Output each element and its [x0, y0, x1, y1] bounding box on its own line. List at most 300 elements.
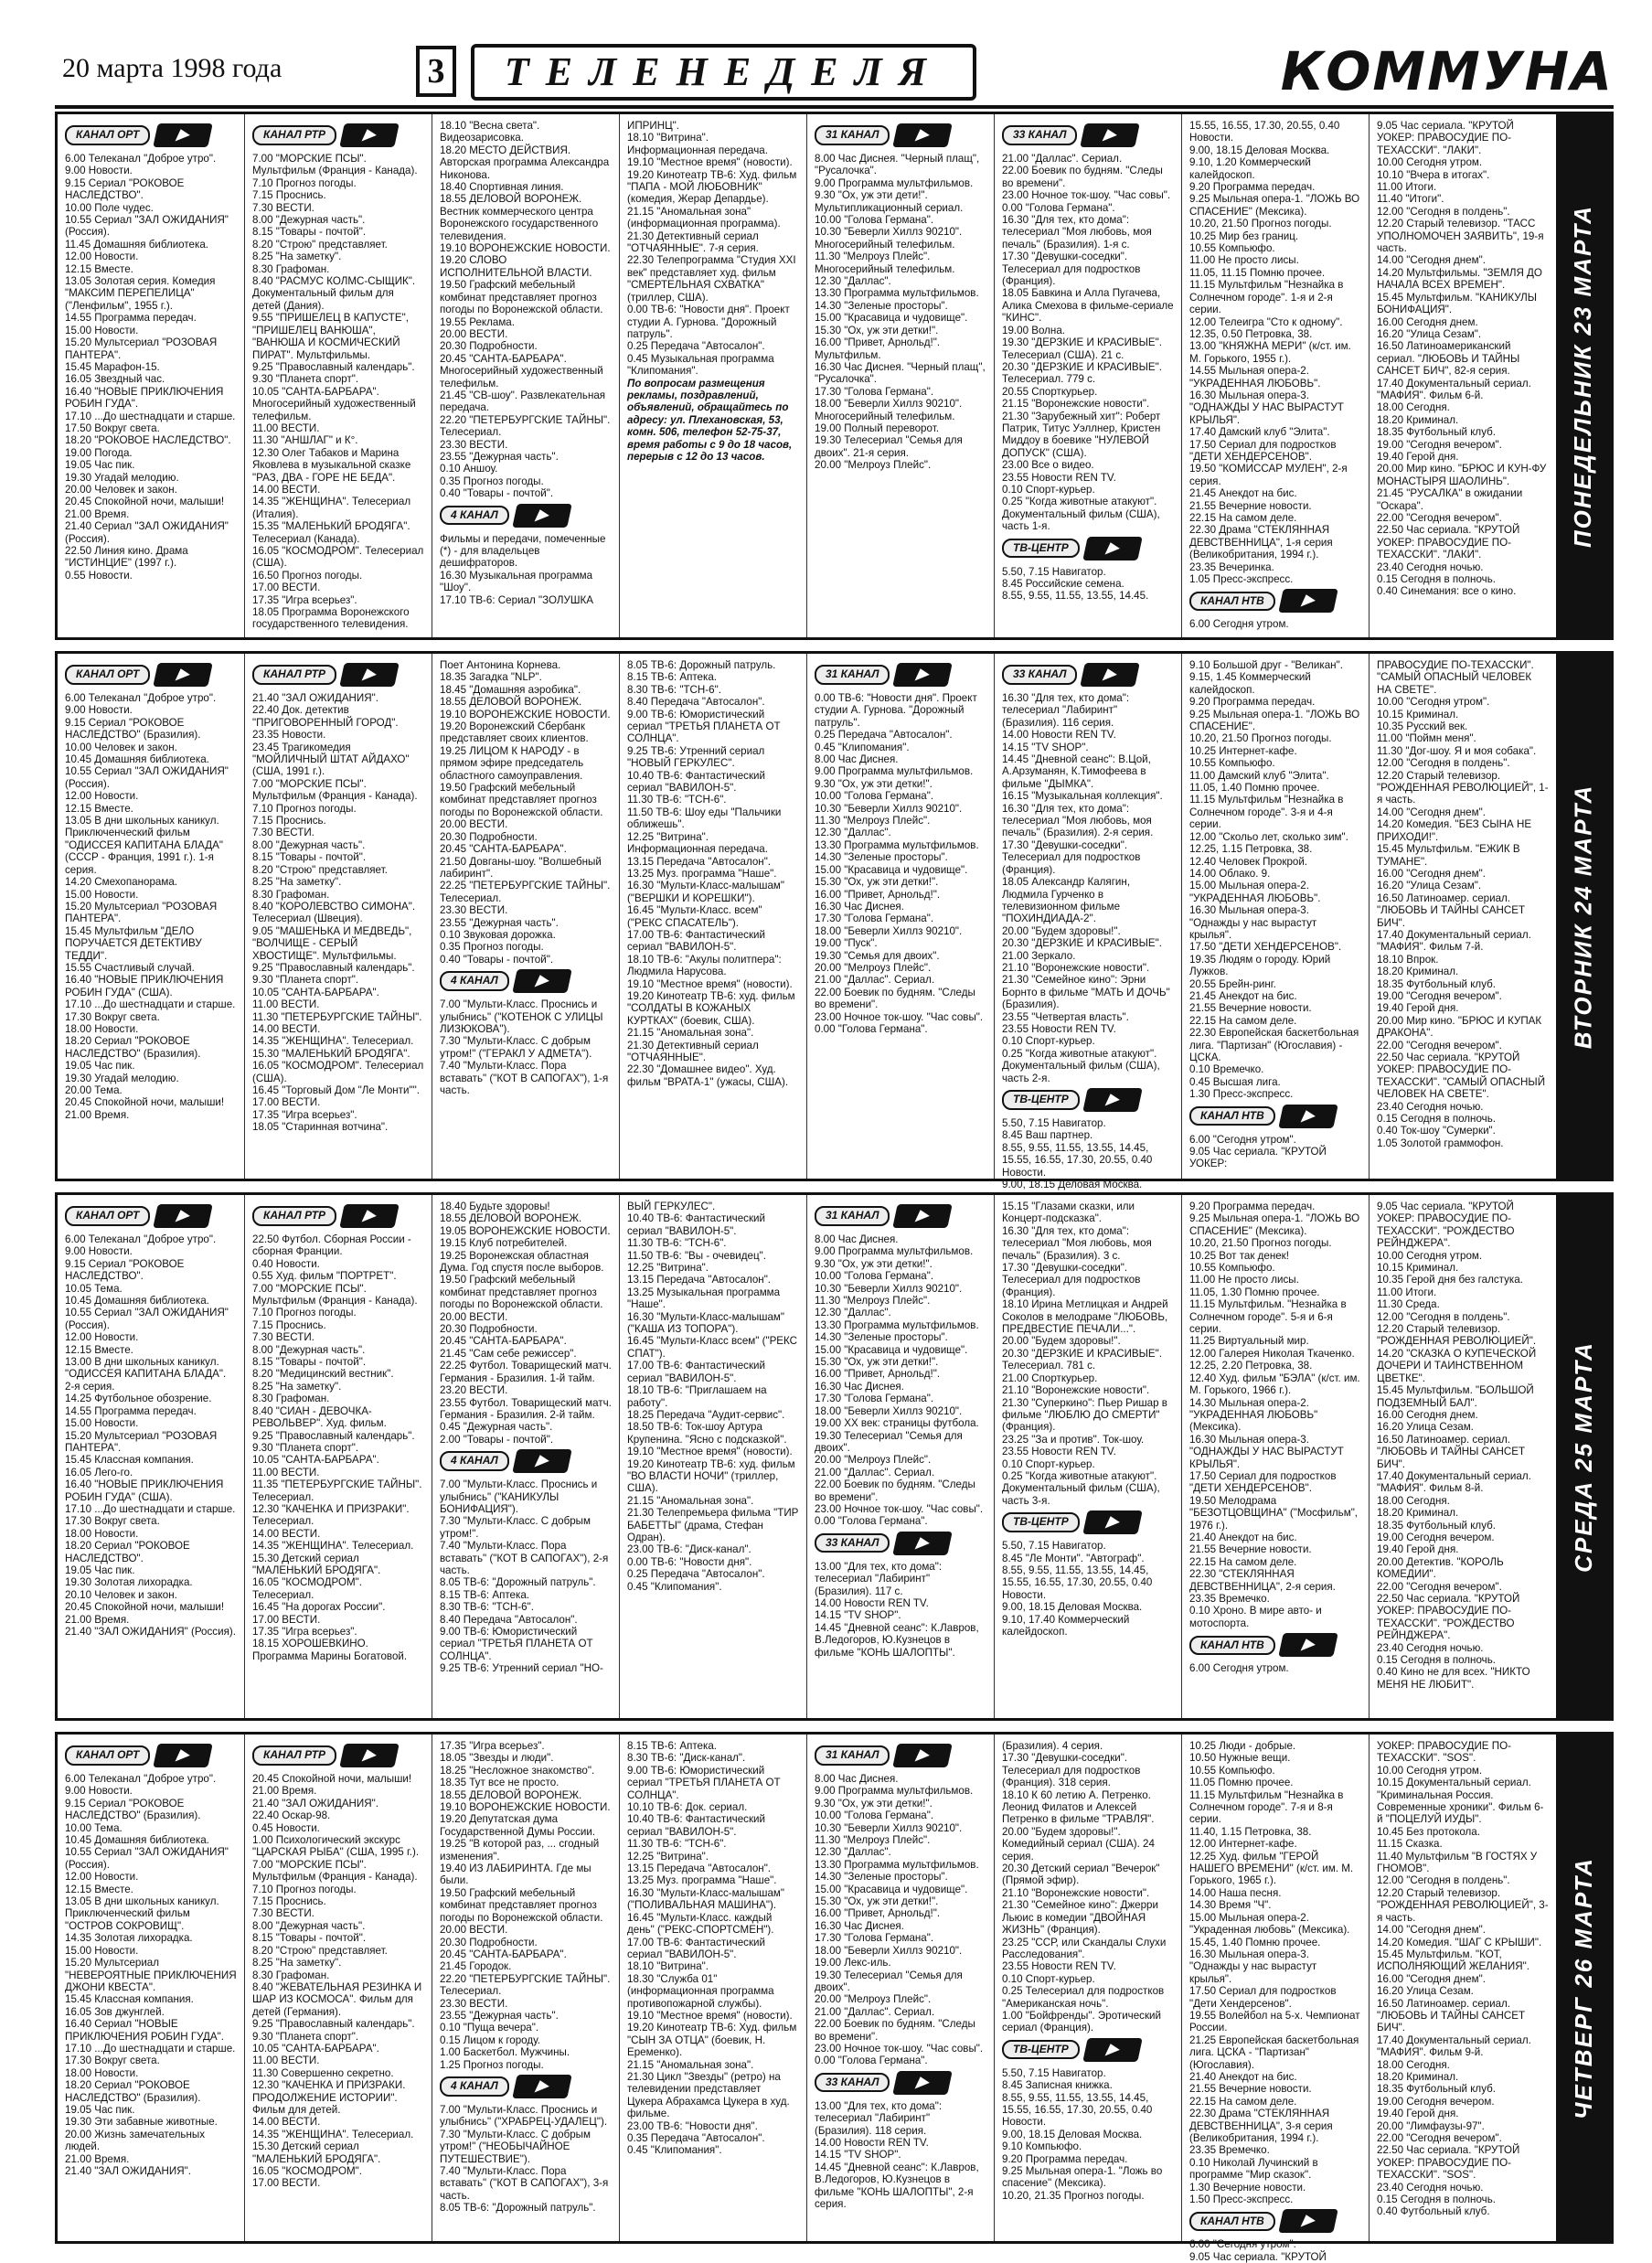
- channel-name: ТВ-ЦЕНТР: [1002, 539, 1080, 558]
- channel-mark-icon: ▶: [512, 969, 572, 993]
- program-item: 17.40 Документальный сериал. "МАФИЯ". Фильм 6-й.: [1377, 377, 1531, 401]
- program-item: 22.20 "ПЕТЕРБУРГСКИЕ ТАЙНЫ". Телесериал.: [440, 413, 611, 439]
- program-item: 21.45 Городок.: [440, 1960, 512, 1973]
- program-item: 15.55, 16.55, 17.30, 20.55, 0.40 Новости.: [1189, 120, 1340, 144]
- schedule-column: [1182, 1735, 1370, 2263]
- program-item: 22.20 "ПЕТЕРБУРГСКИЕ ТАЙНЫ". Телесериал.: [440, 1972, 611, 1998]
- program-item: 17.30 Вокруг света.: [65, 2055, 160, 2067]
- program-item: 9.05 "МАШЕНЬКА И МЕДВЕДЬ", "ВОЛЧИЩЕ - СЕРЫЙ ХВОСТИЩЕ". Мультфильмы.: [252, 924, 412, 962]
- program-item: 12.30 Олег Табаков и Марина Яковлева в музыкальной сказке "РАЗ, ДВА - ГОРЕ НЕ БЕДА".: [252, 446, 411, 484]
- program-item: Поет Антонина Корнева.: [440, 659, 561, 671]
- channel-logo: [252, 663, 424, 687]
- program-item: 21.15 "Аномальная зона".: [627, 2058, 754, 2071]
- program-item: 9.00, 18.15 Деловая Москва.: [1002, 2128, 1143, 2140]
- day-block: [55, 1192, 1614, 1721]
- program-item: 23.35 Новости.: [252, 729, 326, 742]
- program-item: 15.20 Мультсериал "РОЗОВАЯ ПАНТЕРА".: [65, 900, 218, 925]
- program-item: 8.15 ТВ-6: Аптека.: [440, 1588, 529, 1601]
- program-item: 20.10 Человек и закон.: [65, 1588, 177, 1601]
- channel-logo: [252, 1204, 424, 1228]
- channel-name: КАНАЛ РТР: [252, 665, 336, 684]
- program-item: 17.50 "ДЕТИ ХЕНДЕРСЕНОВ".: [1189, 941, 1342, 954]
- program-item: 12.40 Худ. фильм "БЭЛА" (к/ст. им. М. Горького, 1966 г.).: [1189, 1372, 1360, 1397]
- program-item: 12.00 Новости.: [65, 251, 139, 263]
- program-item: 0.25 "Когда животные атакуют". Документальный фильм (США), часть 3-я.: [1002, 1469, 1160, 1507]
- schedule-column: [432, 114, 620, 637]
- channel-name: КАНАЛ ОРТ: [65, 125, 150, 144]
- channel-name: КАНАЛ ОРТ: [65, 665, 150, 684]
- program-item: 9.25 ТВ-6: Утренний сериал "НО-: [440, 1662, 603, 1675]
- channel-mark-icon: ▶: [1081, 123, 1141, 147]
- program-item: 20.30 Подробности.: [440, 1936, 538, 1948]
- program-item: 9.20 Программа передач.: [1189, 181, 1316, 194]
- program-item: 19.00 Полный переворот.: [815, 422, 939, 434]
- program-item: 18.50 ТВ-6: Ток-шоу Артура Крупенина. "Ясно с подсказкой".: [627, 1421, 787, 1446]
- program-item: 7.40 "Мульти-Класс. Пора вставать" ("КОТ В САПОГАХ"), 2-я часть.: [440, 1540, 609, 1576]
- program-item: 19.05 Час пик.: [65, 2103, 135, 2116]
- program-item: 20.30 "ДЕРЗКИЕ И КРАСИВЫЕ". Телесериал. 781 с.: [1002, 1347, 1162, 1372]
- program-item: 11.15 Сказка.: [1377, 1838, 1443, 1851]
- program-item: 21.40 Анекдот на бис.: [1189, 1531, 1297, 1543]
- program-item: 15.30 "Ох, уж эти детки!".: [815, 324, 939, 336]
- program-item: 22.00 Боевик по будням. "Следы во времени".: [1002, 165, 1163, 189]
- program-item: 17.10 ТВ-6: Сериал "ЗОЛУШКА: [440, 593, 593, 606]
- program-item: 8.25 "На заметку".: [252, 1380, 342, 1393]
- program-item: 12.15 Вместе.: [65, 1343, 133, 1356]
- program-item: 0.10 Времечко.: [1189, 1063, 1264, 1076]
- program-item: 8.55, 9.55, 11.55, 13.55, 14.45, 15.55, 16.55, 17.30, 20.55, 0.40 Новости.: [1002, 1141, 1153, 1179]
- program-item: 21.45 "РУСАЛКА" в ожидании "Оскара".: [1377, 487, 1523, 512]
- program-item: 7.00 "МОРСКИЕ ПСЫ". Мультфильм (Франция - Канада).: [252, 1282, 418, 1308]
- schedule-column: [620, 1735, 807, 2241]
- program-item: 10.40 ТВ-6: Фантастический сериал "ВАВИЛОН-5".: [627, 1813, 765, 1838]
- program-item: 9.00 Новости.: [65, 704, 133, 717]
- program-item: 10.45 Домашняя библиотека.: [65, 1295, 209, 1308]
- program-item: 16.30 Мыльная опера-3. "Однажды у нас вырастут крылья".: [1189, 904, 1317, 941]
- program-item: 0.00 ТВ-6: "Новости дня".: [627, 1555, 752, 1568]
- program-item: (Бразилия). 4 серия.: [1002, 1740, 1103, 1752]
- program-item: 8.20 "Медицинский вестник".: [252, 1368, 394, 1381]
- program-item: 8.45 "Ле Монти". "Автограф".: [1002, 1552, 1145, 1564]
- channel-name: 33 КАНАЛ: [1002, 665, 1077, 684]
- program-item: 8.40 Передача "Автосалон".: [440, 1613, 578, 1626]
- program-item: 23.40 Сегодня ночью.: [1377, 1641, 1484, 1654]
- program-item: 15.45 Классная компания.: [65, 1993, 194, 2006]
- program-item: 0.40 "Товары - почтой".: [440, 953, 554, 966]
- program-item: 16.05 "КОСМОДРОМ". Телесериал (США).: [252, 1060, 424, 1084]
- program-item: 8.15 "Товары - почтой".: [252, 1932, 367, 1945]
- channel-mark-icon: ▶: [1082, 2038, 1143, 2062]
- program-item: 10.55 Сериал "ЗАЛ ОЖИДАНИЯ" (Россия).: [65, 765, 229, 790]
- program-item: 19.40 Герой дня.: [1377, 2108, 1459, 2120]
- program-item: 16.45 "Торговый Дом "Ле Монти"".: [252, 1084, 420, 1096]
- program-item: 10.10 ТВ-6: Док. сериал.: [627, 1801, 748, 1814]
- channel-logo: [440, 969, 612, 993]
- program-item: 23.55 "Четвертая власть".: [1002, 1010, 1129, 1023]
- program-item: 23.00 Ночное ток-шоу. "Час совы".: [815, 1502, 984, 1515]
- program-item: 16.40 "НОВЫЕ ПРИКЛЮЧЕНИЯ РОБИН ГУДА".: [65, 385, 224, 411]
- program-item: 18.20 "РОКОВОЕ НАСЛЕДСТВО".: [65, 434, 231, 447]
- program-item: 16.00 "Сегодня днем".: [1377, 1972, 1486, 1985]
- program-item: 17.00 ВЕСТИ.: [252, 1096, 321, 1109]
- channel-logo: [815, 1204, 986, 1228]
- program-item: 0.35 Передача "Автосалон".: [627, 2132, 765, 2144]
- program-item: 15.45 Мультфильм. "КАНИКУЛЫ БОНИФАЦИЯ".: [1377, 291, 1538, 316]
- schedule-column: [995, 654, 1182, 1191]
- program-item: 8.40 Передача "Автосалон".: [627, 696, 765, 709]
- program-item: 23.00 Ночное ток-шоу. "Час совы".: [815, 1010, 984, 1023]
- program-item: 19.00 Погода.: [65, 446, 133, 459]
- program-item: 15.20 Мультсериал "РОЗОВАЯ ПАНТЕРА".: [65, 1429, 218, 1454]
- program-item: 0.10 Спорт-курьер.: [1002, 1457, 1095, 1470]
- program-item: 10.20, 21.35 Прогноз погоды.: [1002, 2189, 1145, 2202]
- program-item: 21.00 "Даллас". Сериал.: [815, 2005, 935, 2018]
- program-item: 13.15 Передача "Автосалон".: [627, 855, 772, 868]
- program-item: 15.15 "Глазами сказки, или Концерт-подсказка".: [1002, 1201, 1135, 1225]
- program-item: 9.25 ТВ-6: Утренний сериал "НОВЫЙ ГЕРКУЛЕС".: [627, 744, 765, 770]
- program-item: 23.40 Сегодня ночью.: [1377, 1100, 1484, 1113]
- program-item: 15.00 Новости.: [65, 1417, 139, 1430]
- program-item: 17.40 Документальный сериал. "МАФИЯ". Фильм 7-й.: [1377, 928, 1531, 954]
- program-item: 9.15 Сериал "РОКОВОЕ НАСЛЕДСТВО" (Бразилия).: [65, 716, 201, 742]
- program-item: 20.00 Детектив. "КОРОЛЬ КОМЕДИИ".: [1377, 1555, 1504, 1581]
- program-item: 15.45 Мультфильм. "КОТ, ИСПОЛНЯЮЩИЙ ЖЕЛАНИЯ".: [1377, 1948, 1529, 1973]
- channel-logo: [65, 663, 237, 687]
- program-item: 16.00 "Привет, Арнольд!".: [815, 888, 941, 901]
- program-item: 21.45 "СВ-шоу". Развлекательная передача.: [440, 389, 606, 414]
- program-item: 19.05 Час пик.: [65, 1564, 135, 1576]
- day-label: СРЕДА 25 МАРТА: [1569, 1340, 1597, 1573]
- program-item: 22.15 На самом деле.: [1189, 1555, 1297, 1568]
- program-item: 10.30 "Беверли Хиллз 90210". Многосерийный телефильм.: [815, 226, 963, 251]
- program-item: 10.05 Тема.: [65, 1282, 123, 1295]
- program-item: 11.00 Итоги.: [1377, 181, 1437, 194]
- program-item: 17.10 ...До шестнадцати и старше.: [65, 2042, 236, 2055]
- program-item: 7.30 "Мульти-Класс. С добрым утром!" ("ГЕРАКЛ У АДМЕТА").: [440, 1035, 592, 1060]
- program-item: 9.00 ТВ-6: Юмористический сериал "ТРЕТЬЯ ПЛАНЕТА ОТ СОЛНЦА".: [627, 1764, 781, 1801]
- program-item: 21.30 "Семейное кино": Эрни Борнто в фильме "МАТЬ И ДОЧЬ" (Бразилия).: [1002, 974, 1170, 1011]
- program-item: 0.10 Аншоу.: [440, 463, 498, 475]
- program-item: 10.00 "Сегодня утром".: [1377, 696, 1490, 709]
- channel-logo: [65, 1744, 237, 1767]
- program-item: 18.10 ТВ-6: "Приглашаем на работу".: [627, 1384, 767, 1409]
- program-item: 13.30 Программа мультфильмов.: [815, 1858, 979, 1871]
- program-item: 0.45 "Дежурная часть".: [440, 1421, 553, 1434]
- program-item: 0.10 Спорт-курьер.: [1002, 483, 1095, 496]
- program-item: 9.05 Час сериала. "КРУТОЙ УОКЕР:: [1189, 1146, 1327, 1170]
- program-item: 19.10 ВОРОНЕЖСКИЕ НОВОСТИ.: [440, 708, 611, 721]
- program-item: ИПРИНЦ".: [627, 120, 680, 132]
- program-item: 16.20 "Улица Сезам".: [1377, 327, 1482, 340]
- program-item: 16.30 Час Диснея.: [815, 1380, 904, 1393]
- channel-mark-icon: ▶: [893, 663, 954, 687]
- program-item: 1.05 Золотой граммофон.: [1377, 1137, 1504, 1149]
- program-item: 16.00 "Привет, Арнольд!".: [815, 1907, 941, 1920]
- program-item: 14.30 "Зеленые просторы".: [815, 851, 948, 864]
- program-item: 20.00 Жизнь замечательных людей.: [65, 2128, 206, 2153]
- program-item: 19.50 Графский мебельный комбинат представляет прогноз погоды по Воронежской области.: [440, 1886, 603, 1924]
- day-label-bar: [1556, 1735, 1611, 2241]
- program-item: 23.00 Ночное ток-шоу. "Час совы".: [1002, 189, 1171, 202]
- program-item: 9.00, 18.15 Деловая Москва.: [1002, 1601, 1143, 1614]
- program-item: 19.25 ЛИЦОМ К НАРОДУ - в прямом эфире председатель областного самоуправления.: [440, 744, 584, 782]
- program-item: 8.00 Час Диснея.: [815, 1773, 899, 1785]
- program-item: 20.00 ВЕСТИ.: [440, 1310, 508, 1323]
- program-item: 19.30 "ДЕРЗКИЕ И КРАСИВЫЕ". Телесериал (США). 21 с.: [1002, 336, 1162, 361]
- program-item: 0.45 Высшая лига.: [1189, 1075, 1281, 1088]
- program-item: 10.55 Сериал "ЗАЛ ОЖИДАНИЯ" (Россия).: [65, 1307, 229, 1331]
- program-item: 13.00 В дни школьных каникул. "ОДИССЕЯ КАПИТАНА БЛАДА". 2-я серия.: [65, 1356, 227, 1393]
- program-item: 21.10 "Воронежские новости".: [1002, 1384, 1150, 1397]
- program-item: 17.00 ВЕСТИ.: [252, 1613, 321, 1626]
- program-item: 17.30 Вокруг света.: [65, 1515, 160, 1528]
- channel-name: КАНАЛ НТВ: [1189, 1106, 1275, 1126]
- program-item: 8.30 ТВ-6: "ТСН-6".: [440, 1601, 534, 1614]
- program-item: 18.55 ДЕЛОВОЙ ВОРОНЕЖ.: [440, 1788, 582, 1801]
- channel-logo: [440, 504, 612, 528]
- program-item: 7.30 ВЕСТИ.: [252, 201, 314, 214]
- program-item: 15.00 Новости.: [65, 888, 139, 901]
- program-item: 9.25 Мыльная опера-1. "ЛОЖЬ ВО СПАСЕНИЕ" (Мексика).: [1189, 193, 1360, 218]
- program-item: 14.45 "Дневной сеанс": К.Лавров, В.Ледогоров, Ю.Кузнецов в фильме "КОНЬ ШАЛОПТЫ".: [815, 1621, 979, 1659]
- program-item: 0.25 Передача "Автосалон".: [627, 340, 765, 353]
- program-item: 8.15 "Товары - почтой".: [252, 226, 367, 239]
- channel-logo: [815, 1744, 986, 1767]
- program-item: 8.00 Час Диснея. "Черный плащ", "Русалочка".: [815, 153, 980, 177]
- program-item: 19.25 "В которой раз, ... сгодный изменения".: [440, 1838, 600, 1863]
- program-item: 19.40 Герой дня.: [1377, 1002, 1459, 1015]
- program-item: 18.00 "Беверли Хиллз 90210".: [815, 1944, 963, 1957]
- program-item: 21.40 "ЗАЛ ОЖИДАНИЯ".: [252, 1797, 378, 1809]
- program-item: 23.30 ВЕСТИ.: [440, 438, 508, 451]
- program-item: 11.05 Помню прочее.: [1189, 1777, 1294, 1789]
- program-item: 14.15 "TV SHOP".: [1002, 741, 1089, 753]
- program-item: 21.15 "Воронежские новости".: [1002, 398, 1150, 411]
- program-item: 22.50 Час сериала. "КРУТОЙ УОКЕР: ПРАВОСУДИЕ ПО-ТЕХАССКИ". "РОЖДЕСТВО РЕЙНДЖЕРА".: [1377, 1593, 1520, 1642]
- program-item: 14.00 ВЕСТИ.: [252, 2116, 321, 2129]
- program-item: 1.50 Пресс-экспресс.: [1189, 2194, 1294, 2206]
- program-item: 0.25 "Когда животные атакуют". Документальный фильм (США), часть 1-я.: [1002, 496, 1160, 533]
- program-item: 15.00 "Красавица и чудовище".: [815, 312, 968, 325]
- program-item: 14.35 "ЖЕНЩИНА". Телесериал.: [252, 1540, 414, 1553]
- program-item: 6.00 Телеканал "Доброе утро".: [65, 1233, 217, 1245]
- program-item: 14.00 "Сегодня днем".: [1377, 254, 1486, 267]
- program-item: 14.55 Программа передач.: [65, 312, 197, 325]
- program-item: 8.45 Российские семена.: [1002, 578, 1124, 590]
- channel-name: 33 КАНАЛ: [1002, 125, 1077, 144]
- program-item: 10.30 "Беверли Хиллз 90210".: [815, 802, 963, 815]
- program-item: 14.00 Новости REN TV.: [815, 1596, 929, 1609]
- program-item: 8.40 "СИАН - ДЕВОЧКА-РЕВОЛЬВЕР". Худ. фильм.: [252, 1404, 387, 1430]
- program-item: 21.00 "Даллас". Сериал.: [815, 1466, 935, 1478]
- program-item: 10.55 Компьюфо.: [1189, 757, 1275, 770]
- program-item: 17.10 ...До шестнадцати и старше.: [65, 1502, 236, 1515]
- program-item: 22.00 Боевик по будням. "Следы во времени".: [815, 1478, 975, 1503]
- program-item: 10.05 "САНТА-БАРБАРА".: [252, 2042, 379, 2055]
- program-item: 19.30 Угадай мелодию.: [65, 471, 179, 484]
- channel-name: 31 КАНАЛ: [815, 1745, 890, 1765]
- program-item: 16.00 Сегодня днем.: [1377, 315, 1478, 328]
- channel-mark-icon: ▶: [339, 1744, 400, 1767]
- program-item: 14.20 Мультфильмы. "ЗЕМЛЯ ДО НАЧАЛА ВСЕХ ВРЕМЕН".: [1377, 266, 1542, 292]
- program-item: 22.15 На самом деле.: [1189, 512, 1297, 524]
- program-item: 7.00 "Мульти-Класс. Проснись и улыбнись" ("КОТЕНОК С УЛИЦЫ ЛИЗЮКОВА").: [440, 998, 603, 1035]
- channel-logo: [815, 663, 986, 687]
- program-item: 19.35 Людям о городу. Юрий Лужков.: [1189, 953, 1331, 978]
- program-item: 0.55 Худ. фильм "ПОРТРЕТ".: [252, 1270, 397, 1283]
- program-item: 12.00 Интернет-кафе.: [1189, 1838, 1297, 1851]
- program-item: 12.35, 0.50 Петровка, 38.: [1189, 327, 1313, 340]
- program-item: 10.25 Интернет-кафе.: [1189, 744, 1297, 757]
- program-item: 13.25 Муз. программа "Наше".: [627, 867, 777, 880]
- program-item: 17.30 "Девушки-соседки". Телесериал для подростков (Франция).: [1002, 838, 1141, 876]
- program-item: 20.00 ВЕСТИ.: [440, 327, 508, 340]
- program-item: 1.00 Баскетбол. Мужчины.: [440, 2046, 570, 2059]
- day-label-bar: [1556, 114, 1611, 637]
- program-item: 20.30 Детский сериал "Вечерок" (Прямой эфир).: [1002, 1863, 1160, 1887]
- program-item: 21.00 Спорткурьер.: [1002, 1372, 1098, 1384]
- program-item: 18.35 Футбольный клуб.: [1377, 977, 1496, 990]
- program-item: 11.30 "Мелроуз Плейс".: [815, 1295, 931, 1308]
- channel-name: КАНАЛ РТР: [252, 1745, 336, 1765]
- program-item: 19.50 Мелодрама "БЕЗОТЦОВЩИНА" ("Мосфильм", 1976 г.).: [1189, 1494, 1359, 1532]
- program-item: 15.00 Мыльная опера-2. "Украденная любовь" (Мексика).: [1189, 1911, 1350, 1937]
- program-item: 9.00, 18.15 Деловая Москва.: [1189, 144, 1330, 156]
- program-item: 21.45 Анекдот на бис.: [1189, 487, 1297, 500]
- program-item: 0.40 Футбольный клуб.: [1377, 2205, 1490, 2218]
- program-item: 18.05 "Старинная вотчина".: [252, 1121, 389, 1134]
- program-item: 12.00 "Скольо лет, сколько зим".: [1189, 830, 1348, 843]
- program-item: 20.30 Подробности.: [440, 340, 538, 353]
- program-item: 0.55 Новости.: [65, 569, 133, 582]
- channel-name: ТВ-ЦЕНТР: [1002, 1512, 1080, 1532]
- program-item: 7.40 "Мульти-Класс. Пора вставать" ("КОТ В САПОГАХ"), 3-я часть.: [440, 2165, 609, 2202]
- program-item: 14.00 Новости REN TV.: [815, 2136, 929, 2149]
- program-item: 17.00 ТВ-6: Фантастический сериал "ВАВИЛОН-5".: [627, 1936, 765, 1960]
- program-item: 16.00 "Привет, Арнольд!". Мультфильм.: [815, 336, 941, 361]
- program-item: 0.45 Новости.: [252, 1821, 320, 1834]
- program-item: 11.05, 11.15 Помню прочее.: [1189, 266, 1326, 279]
- schedule-column: [245, 114, 432, 637]
- schedule-column: [58, 654, 245, 1179]
- program-item: 17.10 ...До шестнадцати и старше.: [65, 998, 236, 1011]
- channel-mark-icon: ▶: [1278, 589, 1338, 613]
- program-item: 19.10 ВОРОНЕЖСКИЕ НОВОСТИ.: [440, 242, 611, 255]
- program-item: 9.30 "Ох, уж эти детки!".: [815, 1257, 933, 1270]
- program-item: 6.00 Телеканал "Доброе утро".: [65, 1773, 217, 1785]
- program-item: 10.55 Сериал "ЗАЛ ОЖИДАНИЯ" (Россия).: [65, 1846, 229, 1871]
- program-item: 17.30 "Голова Германа".: [815, 1393, 934, 1405]
- program-item: 17.00 ТВ-6: Фантастический сериал "ВАВИЛОН-5".: [627, 1360, 765, 1384]
- program-item: 8.15 ТВ-6: Аптека.: [627, 1740, 717, 1752]
- program-item: 22.50 Час сериала. "КРУТОЙ УОКЕР: ПРАВОСУДИЕ ПО-ТЕХАССКИ". "САМЫЙ ОПАСНЫЙ ЧЕЛОВЕК НА СВЕТЕ".: [1377, 1051, 1546, 1101]
- program-item: 12.25, 1.15 Петровка, 38.: [1189, 843, 1313, 856]
- program-item: 1.05 Пресс-экспресс.: [1189, 573, 1294, 586]
- program-item: 15.45 Мультфильм "ДЕЛО ПОРУЧАЕТСЯ ДЕТЕКТИВУ ТЕДДИ".: [65, 924, 202, 962]
- program-item: 17.40 Документальный сериал. "МАФИЯ". Фильм 9-й.: [1377, 2033, 1531, 2059]
- program-item: 21.10 "Воронежские новости".: [1002, 1886, 1150, 1899]
- channel-name: ТВ-ЦЕНТР: [1002, 1090, 1080, 1109]
- program-item: 23.25 "За и против". Ток-шоу.: [1002, 1433, 1145, 1446]
- program-item: 15.00 Мыльная опера-2. "УКРАДЕННАЯ ЛЮБОВЬ".: [1189, 880, 1321, 904]
- program-item: 15.30 Детский сериал "МАЛЕНЬКИЙ БРОДЯГА".: [252, 1552, 381, 1576]
- program-item: 22.40 Док. детектив "ПРИГОВОРЕННЫЙ ГОРОД".: [252, 704, 399, 729]
- program-item: 12.00 Новости.: [65, 790, 139, 803]
- program-item: 12.30 "Даллас".: [815, 275, 891, 288]
- program-item: 7.00 "Мульти-Класс. Проснись и улыбнись" ("ХРАБРЕЦ-УДАЛЕЦ").: [440, 2103, 608, 2129]
- program-item: 19.10 "Местное время" (новости).: [627, 2009, 793, 2022]
- channel-mark-icon: ▶: [339, 123, 400, 147]
- program-item: 15.00 "Красавица и чудовище".: [815, 863, 968, 876]
- program-item: 10.00 Сегодня утром.: [1377, 1764, 1483, 1777]
- program-item: 17.30 "Голова Германа".: [815, 1932, 934, 1945]
- program-item: 22.50 Час сериала. "КРУТОЙ УОКЕР: ПРАВОСУДИЕ ПО-ТЕХАССКИ". "SOS".: [1377, 2144, 1520, 2182]
- program-item: 10.55 Сериал "ЗАЛ ОЖИДАНИЯ" (Россия).: [65, 214, 229, 239]
- program-item: 18.05 "Звезды и люди".: [440, 1752, 554, 1765]
- channel-mark-icon: ▶: [893, 2071, 954, 2095]
- program-item: 20.00 "Мелроуз Плейс".: [815, 961, 932, 974]
- channel-name: 4 КАНАЛ: [440, 506, 509, 525]
- program-item: 19.05 Час пик.: [65, 459, 135, 472]
- program-item: 7.00 "Мульти-Класс. Проснись и улыбнись" ("КАНИКУЛЫ БОНИФАЦИЯ").: [440, 1478, 598, 1515]
- program-item: 0.40 Синемания: все о кино.: [1377, 585, 1517, 598]
- program-item: 0.00 ТВ-6: "Новости дня". Проект студии А. Гурнова. "Дорожный патруль".: [627, 304, 790, 340]
- program-item: 18.00 "Беверли Хиллз 90210".: [815, 1404, 963, 1417]
- program-item: 17.35 "Игра всерьез".: [252, 1626, 357, 1638]
- program-item: 15.30 "Ох, уж эти детки!".: [815, 1895, 939, 1908]
- program-item: 14.25 Футбольное обозрение.: [65, 1393, 212, 1405]
- program-item: 0.00 "Голова Германа".: [1002, 201, 1115, 214]
- program-item: 9.00, 18.15 Деловая Москва.: [1002, 1179, 1143, 1191]
- program-item: 16.30 Час Диснея.: [815, 900, 904, 913]
- program-item: 5.50, 7.15 Навигатор.: [1002, 1117, 1106, 1129]
- program-item: 8.30 Графоман.: [252, 1969, 330, 1981]
- program-item: 10.00 Человек и закон.: [65, 741, 177, 753]
- program-item: 14.35 "ЖЕНЩИНА". Телесериал (Италия).: [252, 496, 411, 520]
- program-item: 10.45 Домашняя библиотека.: [65, 1834, 209, 1847]
- program-item: 0.35 Прогноз погоды.: [440, 941, 544, 954]
- program-item: 0.40 Новости.: [252, 1257, 320, 1270]
- program-item: 20.45 Спокойной ночи, малыши!: [65, 1601, 225, 1614]
- program-item: 11.00 ВЕСТИ.: [252, 2055, 320, 2067]
- schedule-column: [1370, 1195, 1556, 1718]
- program-item: 15.35 "МАЛЕНЬКИЙ БРОДЯГА". Телесериал (Канада).: [252, 520, 410, 545]
- channel-mark-icon: ▶: [893, 1532, 954, 1555]
- program-item: 9.00 Программа мультфильмов.: [815, 1245, 974, 1258]
- program-item: 16.00 "Сегодня днем".: [1377, 867, 1486, 880]
- program-item: 22.00 Боевик по будням. "Следы во времени".: [815, 2018, 975, 2043]
- program-item: 15.45 Марафон-15.: [65, 360, 160, 373]
- program-item: 23.30 ВЕСТИ.: [440, 1997, 508, 2010]
- program-item: 21.55 Вечерние новости.: [1189, 1002, 1312, 1015]
- program-item: 9.25 Мыльная опера-1. "ЛОЖЬ ВО СПАСЕНИЕ" (Мексика).: [1189, 1212, 1360, 1237]
- paper-title: ТЕЛЕНЕДЕЛЯ: [471, 44, 976, 101]
- program-item: 8.55, 9.55, 11.55, 13.55, 14.45, 15.55, 16.55, 17.30, 20.55, 0.40 Новости.: [1002, 2091, 1153, 2129]
- program-item: 11.15 Мультфильм. "Незнайка в Солнечном городе". 5-я и 6-я серии.: [1189, 1298, 1347, 1336]
- program-item: 2.00 "Товары - почтой".: [440, 1433, 554, 1446]
- program-item: 19.20 Депутатская дума Государственной Думы России.: [440, 1813, 596, 1838]
- program-item: 18.40 Спортивная линия.: [440, 181, 564, 194]
- program-item: 15.20 Мультсериал "РОЗОВАЯ ПАНТЕРА".: [65, 336, 218, 361]
- program-item: 11.00 Дамский клуб "Элита".: [1189, 769, 1329, 782]
- program-item: 10.00 Сегодня утром.: [1377, 1249, 1483, 1262]
- program-item: 22.30 "Домашнее видео". Худ. фильм "ВРАТА-1" (ужасы, США).: [627, 1063, 789, 1088]
- program-item: 21.55 Вечерние новости.: [1189, 1543, 1312, 1556]
- program-item: 7.10 Прогноз погоды.: [252, 176, 357, 189]
- program-item: 9.25 "Православный календарь".: [252, 961, 415, 974]
- program-item: 14.00 ВЕСТИ.: [252, 1022, 321, 1035]
- program-item: 18.00 "Беверли Хиллз 90210". Многосерийный телефильм.: [815, 398, 963, 422]
